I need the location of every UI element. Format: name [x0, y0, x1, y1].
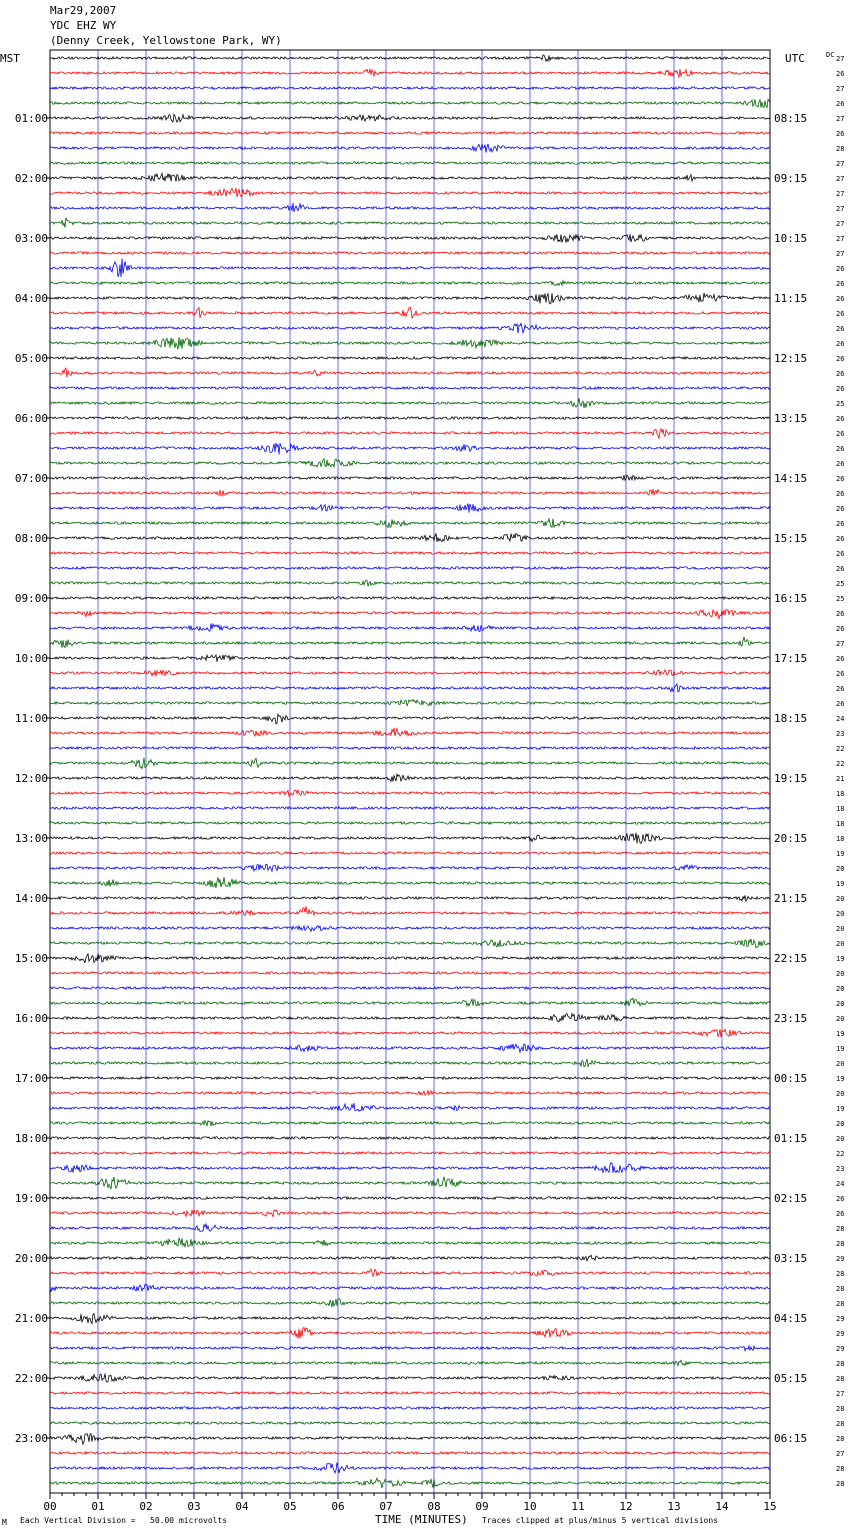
seismic-trace [50, 774, 770, 782]
seismic-trace [50, 624, 770, 632]
dc-offset-label: 26 [836, 355, 845, 363]
dc-offset-label: 26 [836, 430, 845, 438]
dc-offset-label: 19 [836, 1105, 845, 1113]
mst-hour-label: 03:00 [14, 232, 48, 245]
seismic-trace [50, 69, 770, 77]
dc-offset-label: 26 [836, 445, 845, 453]
seismic-trace [50, 1137, 770, 1139]
seismic-trace [50, 747, 770, 749]
seismic-trace [50, 1434, 770, 1445]
mst-hour-label: 14:00 [14, 892, 48, 905]
seismic-trace [50, 504, 770, 513]
seismic-trace [50, 552, 770, 554]
seismic-trace [50, 637, 770, 648]
seismic-trace [50, 188, 770, 197]
x-tick-label: 11 [571, 1500, 585, 1513]
utc-hour-label: 22:15 [774, 952, 808, 965]
seismic-trace [50, 1392, 770, 1394]
x-tick-label: 02 [139, 1500, 153, 1513]
seismic-trace [50, 1238, 770, 1247]
x-tick-label: 04 [235, 1500, 249, 1513]
dc-offset-label: 27 [836, 1450, 845, 1458]
dc-offset-label: 28 [836, 1270, 845, 1278]
seismic-trace [50, 972, 770, 974]
dc-offset-label: 18 [836, 790, 845, 798]
utc-hour-label: 16:15 [774, 592, 808, 605]
dc-offset-label: 20 [836, 1015, 845, 1023]
left-timezone-label: MST [0, 52, 20, 65]
station-location: (Denny Creek, Yellowstone Park, WY) [50, 34, 282, 47]
seismic-trace [50, 728, 770, 736]
dc-offset-label: 19 [836, 850, 845, 858]
seismic-trace [50, 114, 770, 122]
dc-offset-label: 20 [836, 910, 845, 918]
dc-offset-label: 26 [836, 70, 845, 78]
seismic-trace [50, 939, 770, 948]
mst-hour-label: 17:00 [14, 1072, 48, 1085]
seismic-trace [50, 877, 770, 888]
seismic-trace [50, 1121, 770, 1127]
seismic-trace [50, 459, 770, 467]
seismic-trace [50, 1091, 770, 1096]
seismic-trace [50, 1044, 770, 1052]
utc-hour-label: 11:15 [774, 292, 808, 305]
dc-offset-label: 28 [836, 1480, 845, 1488]
seismic-trace [50, 1346, 770, 1351]
x-tick-label: 03 [187, 1500, 201, 1513]
x-tick-label: 07 [379, 1500, 393, 1513]
dc-offset-label: 26 [836, 520, 845, 528]
dc-offset-label: 27 [836, 205, 845, 213]
dc-header-label: DC [826, 51, 835, 59]
seismic-trace [50, 833, 770, 844]
dc-offset-label: 19 [836, 955, 845, 963]
dc-offset-label: 26 [836, 130, 845, 138]
seismic-trace [50, 1299, 770, 1308]
seismic-trace [50, 357, 770, 359]
seismic-trace [50, 758, 770, 769]
seismic-trace [50, 1463, 770, 1473]
x-tick-label: 08 [427, 1500, 441, 1513]
seismic-trace [50, 1422, 770, 1424]
seismic-trace [50, 475, 770, 480]
seismic-trace [50, 790, 770, 796]
dc-offset-label: 18 [836, 805, 845, 813]
seismic-trace [50, 1163, 770, 1173]
mst-hour-label: 20:00 [14, 1252, 48, 1265]
seismic-trace [50, 387, 770, 389]
utc-hour-label: 06:15 [774, 1432, 808, 1445]
seismic-trace [50, 1255, 770, 1261]
x-tick-label: 06 [331, 1500, 345, 1513]
dc-offset-label: 18 [836, 820, 845, 828]
utc-hour-label: 10:15 [774, 232, 808, 245]
dc-offset-label: 22 [836, 760, 845, 768]
utc-hour-label: 13:15 [774, 412, 808, 425]
dc-offset-label: 26 [836, 565, 845, 573]
vertical-division-note: Each Vertical Division = 50.00 microvolts [20, 1516, 228, 1525]
dc-offset-label: 29 [836, 1255, 845, 1263]
utc-hour-label: 15:15 [774, 532, 808, 545]
right-timezone-label: UTC [785, 52, 805, 65]
seismic-trace [50, 1269, 770, 1276]
mst-hour-label: 19:00 [14, 1192, 48, 1205]
mst-hour-label: 08:00 [14, 532, 48, 545]
utc-hour-label: 20:15 [774, 832, 808, 845]
dc-offset-label: 19 [836, 1045, 845, 1053]
seismic-trace [50, 1224, 770, 1232]
dc-offset-label: 26 [836, 505, 845, 513]
dc-offset-label: 27 [836, 250, 845, 258]
dc-offset-label: 26 [836, 1195, 845, 1203]
seismic-trace [50, 1478, 770, 1488]
x-tick-label: 12 [619, 1500, 633, 1513]
dc-offset-label: 26 [836, 325, 845, 333]
seismic-trace [50, 519, 770, 528]
seismic-trace [50, 1210, 770, 1217]
seismic-trace [50, 852, 770, 854]
dc-offset-label: 26 [836, 625, 845, 633]
seismic-trace [50, 132, 770, 134]
utc-hour-label: 23:15 [774, 1012, 808, 1025]
x-tick-label: 00 [43, 1500, 57, 1513]
seismic-trace [50, 55, 770, 61]
seismic-trace [50, 610, 770, 619]
seismic-trace [50, 144, 770, 153]
seismic-trace [50, 87, 770, 89]
seismic-trace [50, 1374, 770, 1383]
mst-hour-label: 07:00 [14, 472, 48, 485]
dc-offset-label: 19 [836, 1030, 845, 1038]
seismic-trace [50, 173, 770, 181]
seismic-trace [50, 162, 770, 164]
station-code: YDC EHZ WY [50, 19, 117, 32]
dc-offset-label: 27 [836, 640, 845, 648]
dc-offset-label: 26 [836, 370, 845, 378]
dc-offset-label: 20 [836, 865, 845, 873]
dc-offset-label: 20 [836, 1090, 845, 1098]
dc-offset-label: 28 [836, 1465, 845, 1473]
seismic-trace [50, 807, 770, 809]
seismic-trace [50, 998, 770, 1006]
seismic-trace [50, 1014, 770, 1022]
mst-hour-label: 22:00 [14, 1372, 48, 1385]
dc-offset-label: 26 [836, 535, 845, 543]
seismic-trace [50, 323, 770, 333]
seismic-trace [50, 1197, 770, 1199]
dc-offset-label: 28 [836, 1420, 845, 1428]
mst-hour-label: 16:00 [14, 1012, 48, 1025]
dc-offset-label: 20 [836, 925, 845, 933]
mst-hour-label: 11:00 [14, 712, 48, 725]
mst-hour-label: 09:00 [14, 592, 48, 605]
dc-offset-label: 26 [836, 685, 845, 693]
dc-offset-label: 28 [836, 1435, 845, 1443]
x-tick-label: 01 [91, 1500, 105, 1513]
seismic-trace [50, 1328, 770, 1339]
dc-offset-label: 26 [836, 490, 845, 498]
dc-offset-label: 19 [836, 1075, 845, 1083]
utc-hour-label: 01:15 [774, 1132, 808, 1145]
dc-offset-label: 26 [836, 670, 845, 678]
mst-hour-label: 02:00 [14, 172, 48, 185]
dc-offset-label: 26 [836, 700, 845, 708]
dc-offset-label: 27 [836, 190, 845, 198]
seismic-trace [50, 337, 770, 349]
x-tick-label: 10 [523, 1500, 537, 1513]
seismic-trace [50, 580, 770, 586]
dc-offset-label: 24 [836, 715, 845, 723]
dc-offset-label: 26 [836, 385, 845, 393]
dc-offset-label: 26 [836, 265, 845, 273]
dc-offset-label: 23 [836, 730, 845, 738]
seismic-trace [50, 714, 770, 724]
dc-offset-label: 18 [836, 835, 845, 843]
seismic-trace [50, 1284, 770, 1291]
utc-hour-label: 08:15 [774, 112, 808, 125]
utc-hour-label: 17:15 [774, 652, 808, 665]
bottom-mark: M [2, 1518, 7, 1527]
dc-offset-label: 20 [836, 1060, 845, 1068]
seismic-trace [50, 895, 770, 901]
dc-offset-label: 27 [836, 85, 845, 93]
mst-hour-label: 21:00 [14, 1312, 48, 1325]
dc-offset-label: 28 [836, 1375, 845, 1383]
dc-offset-label: 29 [836, 1345, 845, 1353]
dc-offset-label: 20 [836, 1120, 845, 1128]
dc-offset-label: 29 [836, 1315, 845, 1323]
x-tick-label: 05 [283, 1500, 297, 1513]
utc-hour-label: 19:15 [774, 772, 808, 785]
dc-offset-label: 28 [836, 1360, 845, 1368]
dc-offset-label: 21 [836, 775, 845, 783]
dc-offset-label: 27 [836, 235, 845, 243]
dc-offset-label: 28 [836, 1300, 845, 1308]
seismic-trace [50, 259, 770, 278]
seismic-trace [50, 293, 770, 304]
utc-hour-label: 05:15 [774, 1372, 808, 1385]
seismic-trace [50, 954, 770, 963]
seismic-trace [50, 1077, 770, 1079]
seismic-trace [50, 398, 770, 408]
seismic-trace [50, 1059, 770, 1067]
dc-offset-label: 25 [836, 580, 845, 588]
dc-offset-label: 28 [836, 1225, 845, 1233]
mst-hour-label: 13:00 [14, 832, 48, 845]
seismic-trace [50, 218, 770, 228]
dc-offset-label: 25 [836, 595, 845, 603]
seismic-trace [50, 699, 770, 706]
dc-offset-label: 23 [836, 1165, 845, 1173]
dc-offset-label: 20 [836, 940, 845, 948]
seismic-trace [50, 307, 770, 318]
dc-offset-label: 20 [836, 895, 845, 903]
seismic-trace [50, 1360, 770, 1365]
seismic-trace [50, 1029, 770, 1037]
seismic-trace [50, 281, 770, 286]
seismic-trace [50, 1314, 770, 1324]
mst-hour-label: 04:00 [14, 292, 48, 305]
dc-offset-label: 22 [836, 745, 845, 753]
dc-offset-label: 28 [836, 1285, 845, 1293]
utc-hour-label: 09:15 [774, 172, 808, 185]
dc-offset-label: 26 [836, 460, 845, 468]
dc-offset-label: 22 [836, 1150, 845, 1158]
dc-offset-label: 26 [836, 655, 845, 663]
utc-hour-label: 14:15 [774, 472, 808, 485]
seismic-trace [50, 864, 770, 871]
dc-offset-label: 20 [836, 1135, 845, 1143]
seismic-trace [50, 1103, 770, 1111]
mst-hour-label: 05:00 [14, 352, 48, 365]
x-tick-label: 09 [475, 1500, 489, 1513]
seismic-trace [50, 567, 770, 569]
seismic-trace [50, 1452, 770, 1454]
mst-hour-label: 15:00 [14, 952, 48, 965]
seismic-trace [50, 906, 770, 915]
dc-offset-label: 26 [836, 550, 845, 558]
dc-offset-label: 26 [836, 610, 845, 618]
utc-hour-label: 12:15 [774, 352, 808, 365]
seismic-trace [50, 1407, 770, 1409]
seismic-trace [50, 99, 770, 107]
utc-hour-label: 04:15 [774, 1312, 808, 1325]
dc-offset-label: 20 [836, 1000, 845, 1008]
seismic-trace [50, 987, 770, 989]
dc-offset-label: 27 [836, 115, 845, 123]
seismic-trace [50, 822, 770, 824]
seismic-trace [50, 417, 770, 419]
utc-hour-label: 02:15 [774, 1192, 808, 1205]
dc-offset-label: 28 [836, 145, 845, 153]
utc-hour-label: 03:15 [774, 1252, 808, 1265]
x-tick-label: 15 [763, 1500, 777, 1513]
seismic-trace [50, 597, 770, 599]
seismic-trace [50, 203, 770, 212]
mst-hour-label: 10:00 [14, 652, 48, 665]
seismic-trace [50, 429, 770, 439]
dc-offset-label: 25 [836, 400, 845, 408]
plot-frame [50, 50, 770, 1493]
seismic-trace [50, 443, 770, 454]
clipping-note: Traces clipped at plus/minus 5 vertical divisions [482, 1516, 719, 1525]
dc-offset-label: 29 [836, 1330, 845, 1338]
seismic-trace [50, 489, 770, 496]
utc-hour-label: 21:15 [774, 892, 808, 905]
mst-hour-label: 12:00 [14, 772, 48, 785]
dc-offset-label: 27 [836, 55, 845, 63]
seismic-trace [50, 926, 770, 932]
plot-date: Mar29,2007 [50, 4, 117, 17]
dc-offset-label: 26 [836, 1210, 845, 1218]
mst-hour-label: 01:00 [14, 112, 48, 125]
mst-hour-label: 18:00 [14, 1132, 48, 1145]
dc-offset-label: 26 [836, 475, 845, 483]
dc-offset-label: 19 [836, 880, 845, 888]
dc-offset-label: 28 [836, 1405, 845, 1413]
dc-offset-label: 27 [836, 175, 845, 183]
dc-offset-label: 26 [836, 340, 845, 348]
dc-offset-label: 27 [836, 1390, 845, 1398]
dc-offset-label: 26 [836, 415, 845, 423]
dc-offset-label: 27 [836, 160, 845, 168]
dc-offset-label: 26 [836, 100, 845, 108]
dc-offset-label: 27 [836, 220, 845, 228]
seismic-trace [50, 1152, 770, 1154]
x-axis-title: TIME (MINUTES) [375, 1513, 468, 1526]
seismic-trace [50, 368, 770, 377]
dc-offset-label: 26 [836, 310, 845, 318]
dc-offset-label: 26 [836, 280, 845, 288]
utc-hour-label: 18:15 [774, 712, 808, 725]
dc-offset-label: 20 [836, 985, 845, 993]
seismic-trace [50, 1177, 770, 1189]
x-tick-label: 13 [667, 1500, 681, 1513]
seismic-trace [50, 670, 770, 676]
dc-offset-label: 24 [836, 1180, 845, 1188]
mst-hour-label: 23:00 [14, 1432, 48, 1445]
seismic-trace [50, 684, 770, 692]
dc-offset-label: 26 [836, 295, 845, 303]
seismic-trace [50, 655, 770, 662]
dc-offset-label: 20 [836, 970, 845, 978]
utc-hour-label: 00:15 [774, 1072, 808, 1085]
seismic-trace [50, 533, 770, 542]
seismic-trace [50, 234, 770, 242]
mst-hour-label: 06:00 [14, 412, 48, 425]
seismic-trace [50, 252, 770, 254]
dc-offset-label: 28 [836, 1240, 845, 1248]
x-tick-label: 14 [715, 1500, 729, 1513]
